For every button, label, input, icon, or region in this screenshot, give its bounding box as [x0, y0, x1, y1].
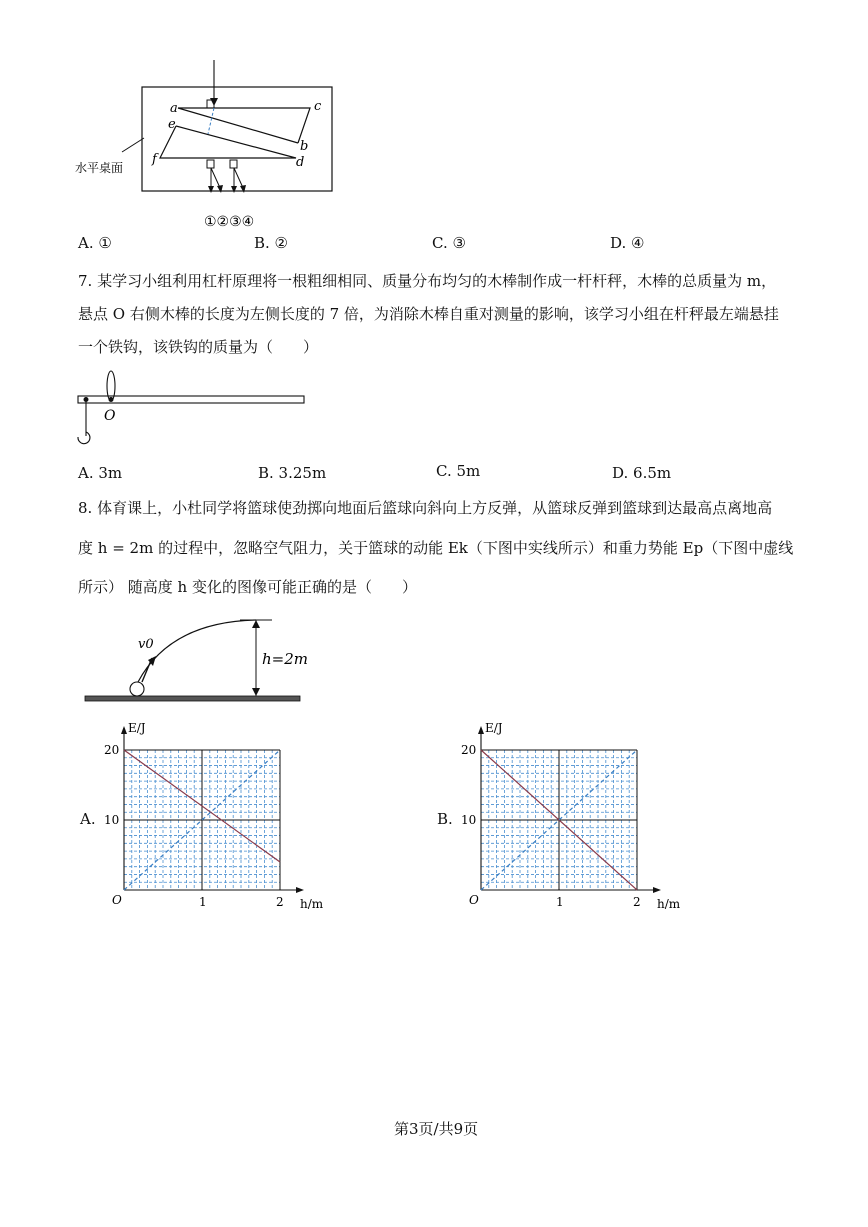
q8-text-line1: 8. 体育课上，小杜同学将篮球使劲掷向地面后篮球向斜向上方反弹，从篮球反弹到篮球到达最高点离地高 — [78, 499, 773, 517]
ball — [130, 682, 144, 696]
hook — [78, 432, 90, 444]
q6-option-a[interactable]: A. ① — [78, 234, 112, 252]
q7-text-line2: 悬点 O 右侧木棒的长度为左侧长度的 7 倍，为消除木棒自重对测量的影响，该学习小组在杆秤最左端悬挂 — [78, 305, 779, 323]
y-axis-arrow — [478, 726, 484, 734]
y-axis-label: E/J — [485, 721, 503, 735]
q7-option-c[interactable]: C. 5m — [436, 462, 481, 480]
y-axis-label: E/J — [128, 721, 146, 735]
q7-text-line1: 7. 某学习小组利用杠杆原理将一根粗细相同、质量分布均匀的木棒制作成一杆杆秤，木棒的总质量为 m， — [78, 272, 777, 290]
chart-a — [100, 716, 340, 916]
chart-b — [457, 716, 697, 916]
q6-figure — [70, 60, 370, 240]
pivot-label: O — [104, 408, 116, 424]
x-tick-label: 1 — [199, 895, 207, 909]
y-tick-label: 20 — [461, 743, 477, 757]
q7-option-b[interactable]: B. 3.25m — [258, 464, 327, 482]
q7-option-d[interactable]: D. 6.5m — [612, 464, 672, 482]
origin-label: O — [112, 893, 122, 907]
y-axis-arrow — [121, 726, 127, 734]
q7-text-line3: 一个铁钩，该铁钩的质量为（ ） — [78, 338, 319, 356]
label-e: e — [168, 117, 176, 132]
q8-figure — [80, 612, 310, 712]
label-b: b — [300, 139, 309, 154]
ground — [85, 696, 300, 701]
x-axis-label: h/m — [300, 897, 324, 911]
x-axis-label: h/m — [657, 897, 681, 911]
trajectory — [138, 620, 256, 682]
x-tick-label: 2 — [633, 895, 641, 909]
q8-text-line3: 所示） 随高度 h 变化的图像可能正确的是（ ） — [78, 578, 417, 596]
chart-a-panel-label: A. — [80, 810, 96, 828]
v0-label: v0 — [138, 637, 154, 652]
origin-label: O — [469, 893, 479, 907]
x-tick-label: 2 — [276, 895, 284, 909]
q6-option-c[interactable]: C. ③ — [432, 234, 466, 252]
q7-figure — [70, 366, 315, 456]
x-axis-arrow — [296, 887, 304, 893]
label-f: f — [152, 152, 157, 167]
page-number: 第3页/共9页 — [394, 1120, 479, 1138]
y-tick-label: 20 — [104, 743, 120, 757]
q8-text-line2: 度 h = 2m 的过程中，忽略空气阻力，关于篮球的动能 Ek（下图中实线所示）和重力势能 Ep（下图中虚线 — [78, 539, 794, 557]
q6-option-d[interactable]: D. ④ — [610, 234, 645, 252]
y-tick-label: 10 — [461, 813, 477, 827]
h-label: h=2m — [262, 650, 308, 668]
chart-b-panel-label: B. — [437, 810, 453, 828]
x-axis-arrow — [653, 887, 661, 893]
desk-label: 水平桌面 — [75, 161, 124, 175]
q7-option-a[interactable]: A. 3m — [78, 464, 123, 482]
y-tick-label: 10 — [104, 813, 120, 827]
label-a: a — [170, 101, 178, 116]
x-tick-label: 1 — [556, 895, 564, 909]
label-c: c — [314, 99, 322, 114]
q6-option-b[interactable]: B. ② — [254, 234, 289, 252]
rays-label: ①②③④ — [204, 214, 255, 230]
label-d: d — [296, 155, 305, 170]
